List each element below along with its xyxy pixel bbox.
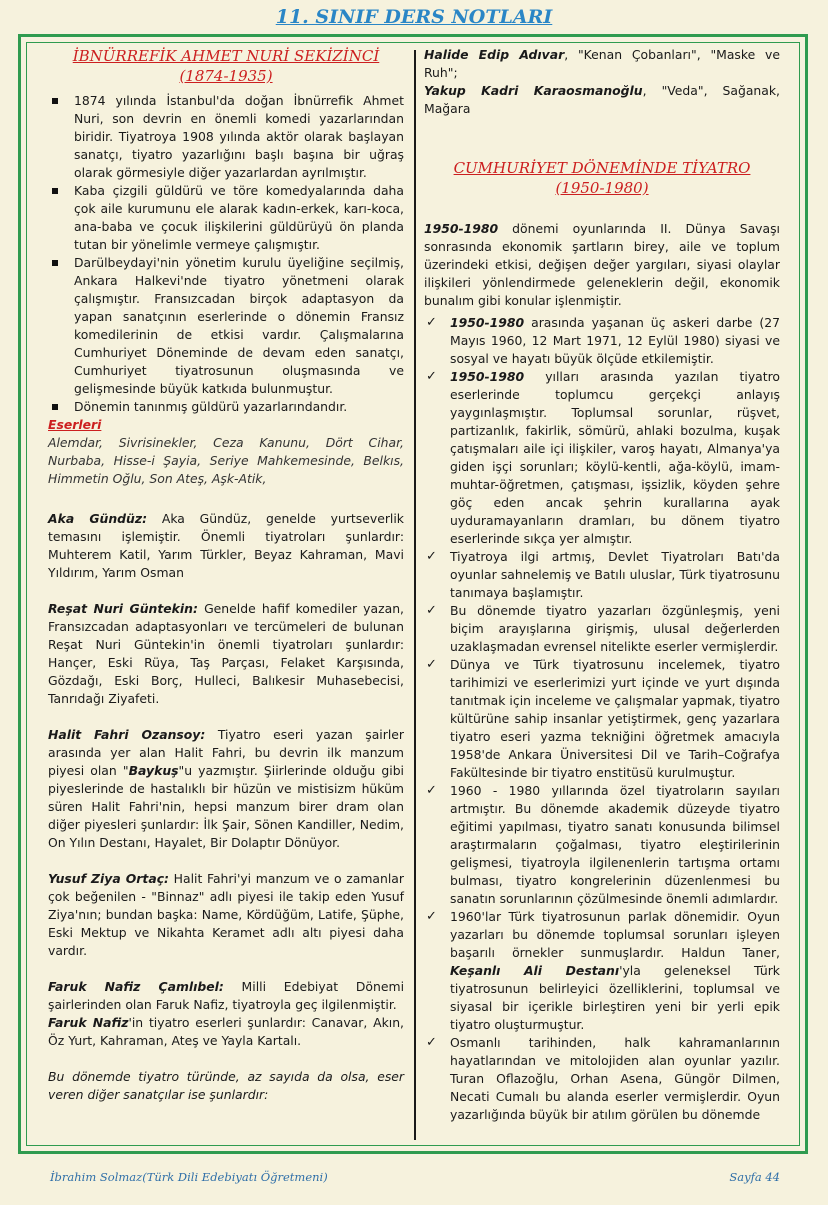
left-column [48, 46, 404, 1104]
paragraph-faruk-works [48, 1014, 404, 1050]
paragraph-yusuf [48, 870, 404, 960]
page-number: Sayfa 44 [729, 1170, 780, 1184]
title-line-1: CUMHURİYET DÖNEMİNDE TİYATRO [453, 159, 751, 177]
paragraph-faruk [48, 978, 404, 1014]
paragraph-halide [424, 46, 780, 82]
checkmark-icon: ✓ [426, 1035, 437, 1050]
paragraph-resat [48, 600, 404, 708]
column-divider [414, 50, 416, 1140]
checkmark-icon: ✓ [426, 315, 437, 330]
section-title-ibnurrefik [48, 46, 404, 86]
checkmark-icon: ✓ [426, 603, 437, 618]
author-name: Yakup Kadri Karaosmanoğlu [424, 83, 643, 98]
list-item [426, 908, 780, 1034]
list-item [426, 548, 780, 602]
paragraph-text: Halit Fahri'yi manzum ve o zamanlar çok beğenilen - "Binnaz" adlı piyesi ile takip eden Yusuf Ziya'nın; bundan başka: Name, Kördüğüm, Latife, Şüphe, Eski Mektup ve Nikahta Keramet adlı altı piyesi daha vardır. [48, 871, 404, 958]
list-item: 1874 yılında İstanbul'da doğan İbnürrefik Ahmet Nuri, son devrin en önemli komedi yazarlarından biridir. Tiyatroya 1908 yılında aktör olarak başlayan sanatçı, tiyatro yazarlığını başlı başına bir uğraş olarak görmesiyle diğer yazarlardan ayrılmıştır. [74, 93, 404, 180]
item-text: Dünya ve Türk tiyatrosunu incelemek, tiyatro tarihimizi ve eserlerimizi yurt içinde ve yurt dışında tanıtmak için inceleme ve çalışmalar yapmak, tiyatro kültürüne sahip insanlar yetiştirmek, genç yazarlara tiyatro eseri yazma tekniğini öğretmek amacıyla 1958'de Ankara Üniversitesi Dil ve Tarih–Coğrafya Fakültesinde bir tiyatro enstitüsü kurulmuştur. [450, 657, 780, 780]
item-text: Tiyatroya ilgi artmış, Devlet Tiyatroları Batı'da oyunlar sahnelemiş ve Batılı uluslar, Türk tiyatrosunu tanımaya başlamıştır. [450, 549, 780, 600]
item-text: yılları arasında yazılan tiyatro eserlerinde toplumcu gerçekçi anlayış yaygınlaşmıştır. Toplumsal sorunlar, rüşvet, partizanlık, fakirlik, sömürü, ahlaki bozulma, kuşak çatışmaları aile içi ilişkiler, varoş hayatı, Almanya'ya giden işçi sorunları; köylü-kentli, ağa-köylü, imam-muhtar-öğretmen, çatışması, işsizlik, köyden şehre göç eden ancak şehrin kurallarına ayak uyduramayanların dramları, bu dönem tiyatro eserlerinde sıkça yer almıştır. [450, 369, 780, 546]
paragraph-text: Genelde hafif komediler yazan, Fransızcadan adaptasyonları ve tercümeleri de bulunan Reşat Nuri Güntekin'in önemli tiyatroları şunlardır: Hançer, Eski Rüya, Taş Parçası, Felaket Karşısında, Gözdağı, Eski Borç, Hulleci, Balıkesir Muhasebecisi, Tanrıdağı Ziyafeti. [48, 601, 404, 706]
period-label: 1950-1980 [450, 369, 525, 384]
works-label: Eserleri [48, 417, 102, 432]
list-item [426, 314, 780, 368]
item-text: 'yla geleneksel Türk tiyatrosunun belirleyici özelliklerini, toplumsal ve siyasal bir içerikle birleştiren yeni bir yerli epik tiyatro oluşturmuştur. [450, 963, 780, 1032]
check-list [424, 314, 780, 1124]
footer-author: İbrahim Solmaz(Türk Dili Edebiyatı Öğretmeni) [50, 1170, 328, 1184]
paragraph-text: Tiyatro eseri yazan şairler arasında yer alan Halit Fahri, bu devrin ilk manzum piyesi olan " [48, 727, 404, 778]
paragraph-aka [48, 510, 404, 582]
paragraph-text: "u yazmıştır. Şiirlerinde olduğu gibi piyeslerinde de hastalıklı bir hüzün ve mistisizm hüküm süren Halit Fahri'nin, hepsi manzum birer dram olan diğer piyesleri şunlardır: İlk Şair, Sönen Kandiller, Nedim, On Yılın Destanı, Hayalet, Bir Dolaptır Dönüyor. [48, 763, 404, 850]
author-name: Halit Fahri Ozansoy: [48, 727, 206, 742]
paragraph-text: Milli Edebiyat Dönemi şairlerinden olan Faruk Nafiz, tiyatroyla geç ilgilenmiştir. [48, 979, 405, 1012]
paragraph-text: dönemi oyunlarında II. Dünya Savaşı sonrasında ekonomik şartların birey, aile ve toplum üzerindeki etkisi, değişen değer yargıları, siyasi olaylar ilişkileri yönlendirmede geleneklerin değil, ekonomik bunalım gibi konular işlenmiştir. [424, 221, 780, 308]
closing-paragraph: Bu dönemde tiyatro türünde, az sayıda da olsa, eser veren diğer sanatçılar ise şunlardır: [48, 1069, 404, 1102]
list-item: Dönemin tanınmış güldürü yazarlarındandır. [74, 398, 404, 416]
works-list: Alemdar, Sivrisinekler, Ceza Kanunu, Dört Cihar, Nurbaba, Hisse-i Şayia, Seriye Mahkemesinde, Belkıs, Himmetin Oğlu, Son Ateş, Aşk-Atik, [48, 435, 404, 486]
checkmark-icon: ✓ [426, 657, 437, 672]
list-item: Darülbeydayi'nin yönetim kurulu üyeliğine seçilmiş, Ankara Halkevi'nde tiyatro yönetmeni olarak çalışmıştır. Fransızcadan birçok adaptasyon da yapan sanatçının eserlerinde o dönemin Fransız komedilerinin de etkisi vardır. Çalışmalarına Cumhuriyet Döneminde de devam eden sanatçı, Cumhuriyet tiyatrosunun oluşmasında ve gelişmesinde büyük katkıda bulunmuştur. [74, 255, 404, 396]
author-name: Faruk Nafiz Çamlıbel: [48, 979, 224, 994]
right-column [424, 46, 780, 1124]
period-label: 1950-1980 [450, 315, 525, 330]
author-name: Faruk Nafiz [48, 1015, 129, 1030]
paragraph-text: 'in tiyatro eserleri şunlardır: Canavar, Akın, Öz Yurt, Kahraman, Ateş ve Yayla Kartalı. [48, 1015, 404, 1048]
checkmark-icon: ✓ [426, 369, 437, 384]
paragraph-text: , "Kenan Çobanları", "Maske ve Ruh"; [424, 47, 781, 80]
paragraph-halit [48, 726, 404, 852]
bullet-list [48, 92, 404, 416]
intro-paragraph [424, 220, 780, 310]
list-item [426, 602, 780, 656]
author-name: Reşat Nuri Güntekin: [48, 601, 198, 616]
checkmark-icon: ✓ [426, 909, 437, 924]
list-item [426, 656, 780, 782]
list-item [426, 782, 780, 908]
paragraph-text: , "Veda", Sağanak, Mağara [424, 83, 780, 116]
list-item: Kaba çizgili güldürü ve töre komedyalarında daha çok aile kurumunu ele alarak kadın-erkek, karı-koca, ana-baba ve çocuk ilişkilerini güldürüyü ön planda tutan bir yönelimle vermeye çalışmıştır. [74, 183, 404, 252]
title-line-2: (1874-1935) [179, 67, 273, 85]
author-name: Aka Gündüz: [48, 511, 148, 526]
list-item [426, 1034, 780, 1124]
item-text: 1960 - 1980 yıllarında özel tiyatroların sayıları artmıştır. Bu dönemde akademik düzeyde tiyatro eğitimi yapılması, tiyatro sanatı konusunda bilimsel araştırmaların çoğalması, tiyatro eleştirilerinin gelişmesi, tiyatroyla ilgilenenlerin tartışma ortamı bulması, tiyatro kongrelerinin düzenlenmesi bu sanatın sorunlarının çözülmesinde önemli adımlardır. [450, 783, 780, 906]
section-title-cumhuriyet [424, 158, 780, 198]
period-label: 1950-1980 [424, 221, 499, 236]
checkmark-icon: ✓ [426, 549, 437, 564]
list-item [426, 368, 780, 548]
author-name: Yusuf Ziya Ortaç: [48, 871, 169, 886]
checkmark-icon: ✓ [426, 783, 437, 798]
paragraph-yakup [424, 82, 780, 118]
work-title: Keşanlı Ali Destanı [450, 963, 620, 978]
page-header: 11. SINIF DERS NOTLARI [275, 6, 553, 28]
item-text: Bu dönemde tiyatro yazarları özgünleşmiş, yeni biçim arayışlarına girişmiş, ulusal değerlerden uzaklaşmadan evrensel nitelikte eserler vermişlerdir. [450, 603, 780, 654]
item-text: arasında yaşanan üç askeri darbe (27 Mayıs 1960, 12 Mart 1971, 12 Eylül 1980) siyasi ve sosyal ve hayatı büyük ölçüde etkilemiştir. [450, 315, 780, 366]
title-line-1: İBNÜRREFİK AHMET NURİ SEKİZİNCİ [72, 47, 380, 65]
paragraph-text: Aka Gündüz, genelde yurtseverlik temasını işlemiştir. Önemli tiyatroları şunlardır: Muhterem Katil, Yarım Türkler, Beyaz Kahraman, Mavi Yıldırım, Yarım Osman [48, 511, 404, 580]
work-title: Baykuş [128, 763, 179, 778]
item-text: Osmanlı tarihinden, halk kahramanlarının hayatlarından ve mitolojiden alan oyunlar yazılır. Turan Oflazoğlu, Orhan Asena, Güngör Dilmen, Necati Cumalı bu alanda eserler vermişlerdir. Oyun yazarlığında büyük bir atılım görülen bu dönemde [450, 1035, 780, 1122]
author-name: Halide Edip Adıvar [424, 47, 565, 62]
title-line-2: (1950-1980) [555, 179, 649, 197]
item-text: 1960'lar Türk tiyatrosunun parlak dönemidir. Oyun yazarları bu dönemde toplumsal sorunları işleyen başarılı örnekler sunmuşlardır. Haldun Taner, [450, 909, 780, 960]
